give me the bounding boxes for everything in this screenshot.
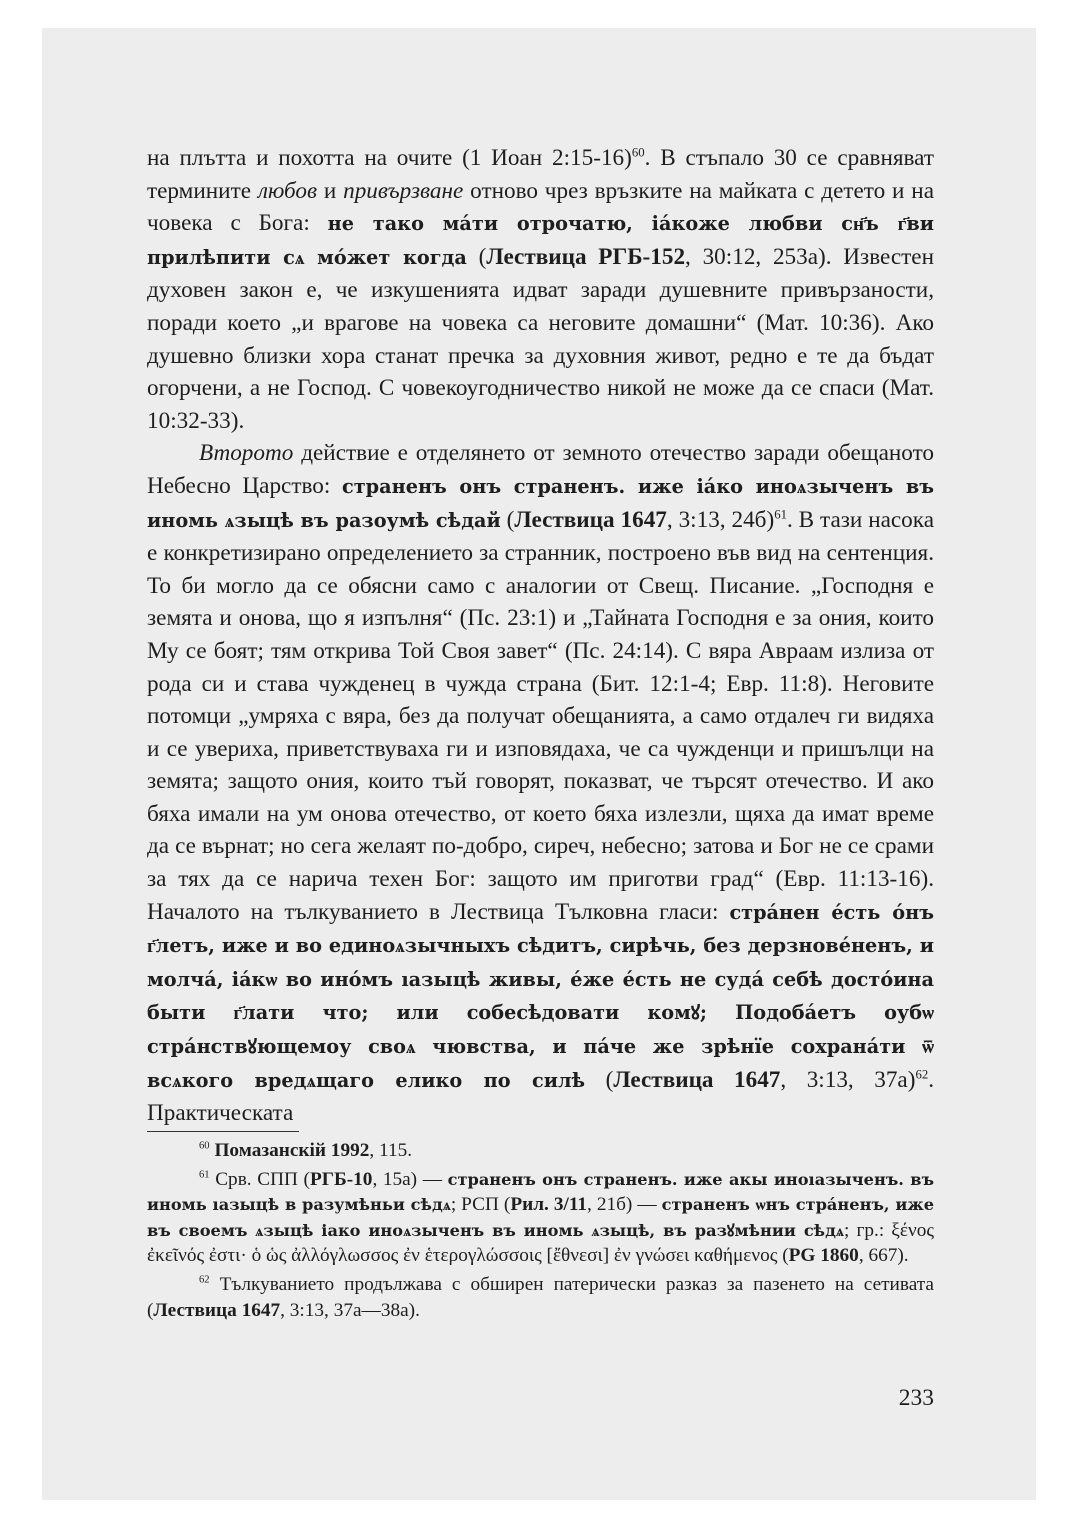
source-citation: Лествица РГБ-152: [486, 243, 686, 270]
source-citation: Рил. 3/11: [510, 1194, 588, 1216]
text-run: . Практическата: [147, 1066, 934, 1127]
source-citation: PG 1860: [788, 1245, 859, 1267]
source-citation: Лествица 1647: [613, 1066, 781, 1093]
page-number: 233: [898, 1385, 934, 1411]
paragraph-1: [147, 142, 934, 437]
footnote-ref-60: 60: [631, 145, 645, 160]
text-run: , 115.: [369, 1140, 413, 1161]
text-run: , 30:12, 253а). Известен духовен закон е, че изкушенията идват заради душевните привързаности, поради което „и врагове на човека са неговите домашни“ (Мат. 10:36). Ако душевно близки хора станат пречка за духовния живот, редно е те да бъдат огорчени, а не Господ. С човекоугодничество никой не може да се спаси (Мат. 10:32-33).: [147, 243, 935, 434]
footnote-separator: [147, 1131, 299, 1132]
footnote-61: [147, 1167, 934, 1269]
text-run: , 3:13, 37а): [780, 1066, 916, 1093]
church-slavonic-quote: страненъ онъ страненъ. иже акы иноıазыченъ. въ иномь ıазыцѣ в разумѣньи сѣдѧ: [147, 1169, 934, 1215]
text-run: . В стъпало 30 се сравняват термините: [147, 145, 934, 204]
main-text: [147, 142, 934, 1130]
term-italic: Второто: [199, 440, 294, 467]
text-run: , 667).: [858, 1245, 909, 1267]
text-run: действие е отделянето от земното отечество заради обещаното Небесно Царство:: [147, 440, 934, 499]
source-citation: Помазанскiй 1992: [214, 1140, 370, 1161]
term-italic: привързване: [343, 177, 464, 204]
paragraph-2: [147, 437, 934, 1129]
text-run: , 15а) —: [372, 1168, 448, 1190]
footnote-number: 61: [199, 1169, 210, 1181]
church-slavonic-quote: стрáнен éсть óнъ г҃летъ, иже и во единоѧзычныхъ сѣдитъ, сирѣчь, без дерзновéненъ, и молчá, iáкѡ во инóмъ ıазыцѣ живы, éже éсть не судá себѣ достóина быти г҃лати что; или собесѣдовати комꙋ; Подобáетъ оубѡ стрáнствꙋющемоу своѧ чювства, и пáче же зрѣнїе сохранáти ѿ всѧкого вредѧщаго елико по силѣ: [147, 900, 934, 1092]
text-run: ; РСП (: [450, 1194, 511, 1216]
footnote-number: 60: [199, 1140, 210, 1152]
text-run: Срв. СПП (: [209, 1168, 310, 1190]
church-slavonic-quote: страненъ онъ страненъ. иже iáко иноѧзыченъ въ иномь ѧзыцѣ въ разоумѣ сѣдай: [147, 474, 934, 532]
text-run: отново чрез връзките на майката с детето и на човека с Бога:: [147, 177, 935, 237]
text-run: . В тази насока е конкретизирано определението за странник, построено във вид на сентенция. То би могло да се обясни само с аналогии от Свещ. Писание. „Господня е земята и онова, що я изпълня“ (Пс. 23:1) и „Тайната Господня е за ония, които Му се боят; тям открива Той Своя завет“ (Пс. 24:14). С вяра Авраам излиза от рода си и става чужденец в чужда страна (Бит. 12:1-4; Евр. 11:8). Неговите потомци „умряха с вяра, без да получат обещанията, а само отдалеч ги видяха и се увериха, приветствуваха ги и изповядаха, че са чужденци и пришълци на земята; защото ония, които тъй говорят, показват, че търсят отечество. И ако бяха имали на ум онова отечество, от което бяха излезли, щяха да имат време да се върнат; но сега желаят по-добро, сиреч, небесно; затова и Бог не се срами за тях да се нарича техен Бог: защото им приготви град“ (Евр. 11:13-16). Началото на тълкуванието в Лествица Тълковна гласи:: [147, 506, 934, 925]
footnote-62: [147, 1272, 934, 1323]
footnote-60: [147, 1138, 934, 1164]
footnote-ref-62: 62: [915, 1066, 929, 1081]
text-run: , 3:13, 37а—38а).: [280, 1299, 420, 1321]
church-slavonic-quote: страненъ ѡнъ стрáненъ, иже въ своемъ ѧзыцѣ iако иноѧзыченъ въ иномь ѧзыцѣ, въ разꙋмѣнии сѣдѧ: [147, 1195, 935, 1240]
church-slavonic-quote: не тако мáти отрочатю, iáкоже любви сн҃ъ г҃ви прилѣпити сѧ мóжет когда: [147, 212, 935, 269]
footnote-number: 62: [199, 1274, 210, 1286]
text-run: , 21б) —: [587, 1194, 662, 1216]
footnotes: [147, 1138, 934, 1326]
text-run: , 3:13, 24б): [666, 506, 775, 533]
text-run: и: [317, 177, 344, 204]
footnote-ref-61: 61: [774, 506, 787, 521]
term-italic: любов: [257, 177, 318, 204]
text-run: (: [585, 1066, 614, 1093]
source-citation: Лествица 1647: [153, 1299, 281, 1321]
text-run: Тълкуванието продължава с обширен патерически разказ за пазенето на сетивата (: [147, 1273, 934, 1321]
source-citation: РГБ-10: [309, 1168, 373, 1190]
text-run: (: [466, 243, 487, 270]
source-citation: Лествица 1647: [514, 506, 667, 533]
text-run: (: [500, 506, 515, 533]
text-run: на плътта и похотта на очите (1 Иоан 2:15-16): [147, 145, 632, 171]
text-run: ; гр.: ξένος ἐκεῖνός ἐστι· ὁ ὡς ἀλλόγλωσσος ἐν ἑτερογλώσσοις [ἔθνεσι] ἐν γνώσει καθήμενος (: [147, 1219, 934, 1267]
